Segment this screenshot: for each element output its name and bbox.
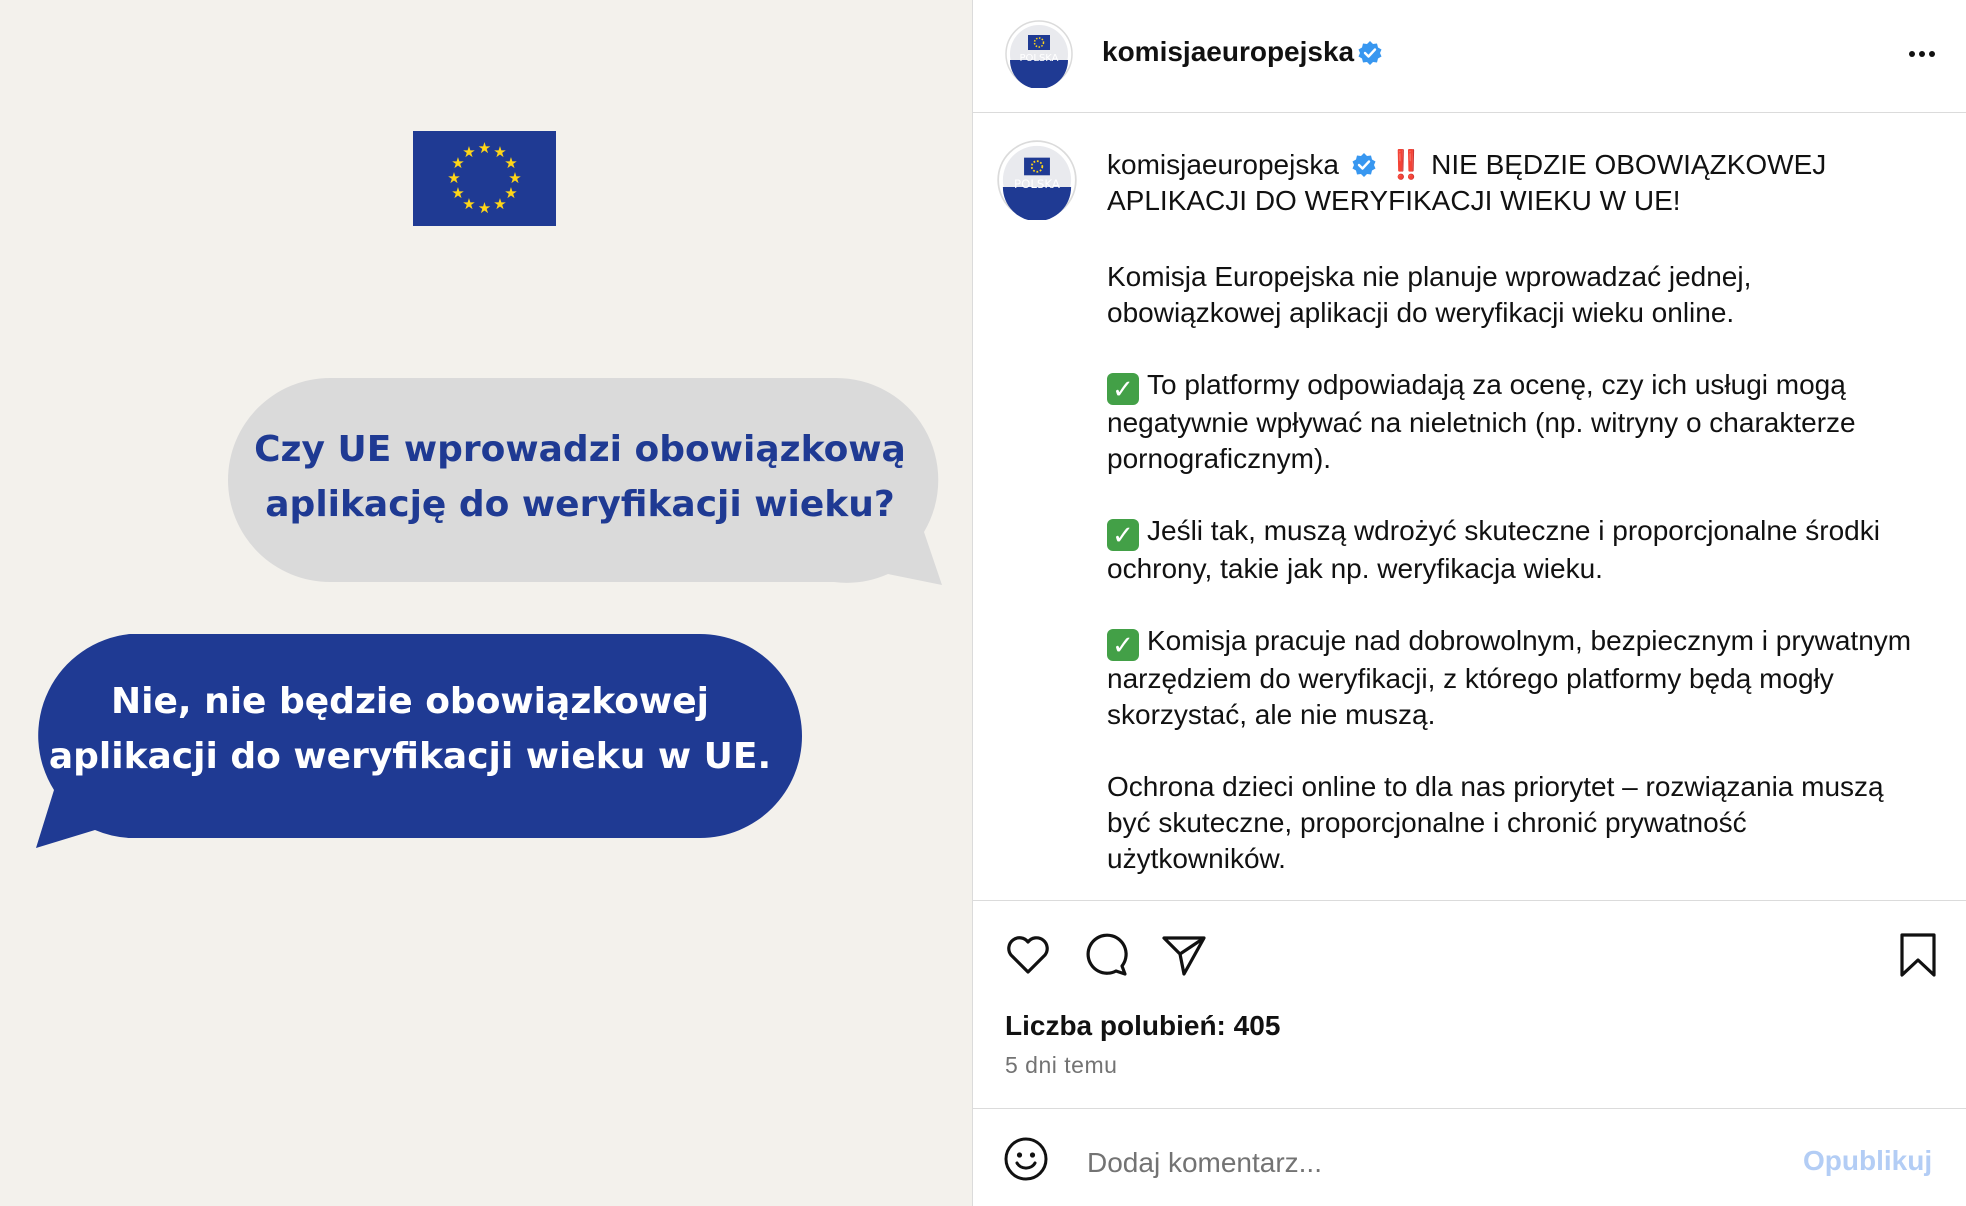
caption-check-item-2	[1107, 513, 1927, 587]
caption-paragraph-last: Ochrona dzieci online to dla nas priorytet – rozwiązania muszą być skuteczne, proporcjonalne i chronić prywatność użytkowników.	[1107, 771, 1884, 874]
caption-check-item-3	[1107, 623, 1927, 733]
check-mark-icon: ✓	[1107, 373, 1139, 405]
check-mark-icon: ✓	[1107, 629, 1139, 661]
answer-text: Nie, nie będzie obowiązkowej aplikacji do weryfikacji wieku w UE.	[48, 681, 772, 777]
svg-text:★: ★	[451, 184, 465, 202]
verified-badge-icon	[1357, 40, 1383, 66]
bookmark-icon[interactable]	[1895, 930, 1941, 980]
header-avatar[interactable]	[1005, 20, 1073, 88]
comment-icon[interactable]	[1081, 930, 1131, 980]
header-avatar-label: POLSKA	[1019, 53, 1059, 64]
post-timestamp[interactable]: 5 dni temu	[1005, 1052, 1118, 1078]
svg-text:★: ★	[493, 195, 507, 213]
question-text: Czy UE wprowadzi obowiązkową aplikację do weryfikacji wieku?	[254, 429, 906, 525]
svg-text:★: ★	[493, 143, 507, 161]
svg-text:★: ★	[462, 143, 476, 161]
svg-text:★: ★	[504, 154, 518, 172]
caption-check-item-1	[1107, 367, 1927, 477]
comment-divider	[973, 1108, 1966, 1109]
check-mark-icon: ✓	[1107, 519, 1139, 551]
caption-avatar-label: POLSKA	[1014, 177, 1060, 192]
likes-count[interactable]	[1005, 1010, 1280, 1042]
post-caption	[1107, 147, 1927, 913]
svg-text:★: ★	[451, 154, 465, 172]
likes-number: 405	[1233, 1010, 1281, 1041]
header-username[interactable]: komisjaeuropejska	[1102, 36, 1355, 67]
caption-verified-badge-icon	[1351, 152, 1377, 178]
caption-check-text-1: To platformy odpowiadają za ocenę, czy ich usługi mogą negatywnie wpływać na nieletnich (np. witryny o charakterze pornograficznym).	[1107, 369, 1856, 474]
svg-text:★: ★	[447, 169, 461, 187]
emoji-icon[interactable]	[1003, 1136, 1049, 1182]
speech-bubbles	[0, 0, 972, 1206]
caption-divider	[973, 900, 1966, 901]
caption-avatar[interactable]	[997, 140, 1077, 220]
double-exclamation-icon: ‼️	[1388, 149, 1424, 180]
svg-text:★: ★	[508, 169, 522, 187]
svg-text:★: ★	[477, 139, 492, 157]
more-options-icon[interactable]	[1901, 38, 1943, 70]
post-details-panel	[973, 0, 1966, 1206]
caption-check-text-2: Jeśli tak, muszą wdrożyć skuteczne i proporcjonalne środki ochrony, takie jak np. weryfikacja wieku.	[1107, 515, 1880, 584]
svg-text:★: ★	[477, 199, 492, 217]
caption-headline: NIE BĘDZIE OBOWIĄZKOWEJ APLIKACJI DO WERYFIKACJI WIEKU W UE!	[1107, 149, 1827, 216]
post-image[interactable]	[0, 0, 972, 1206]
heart-icon[interactable]	[1003, 930, 1053, 980]
header-divider	[973, 112, 1966, 113]
caption-check-text-3: Komisja pracuje nad dobrowolnym, bezpiecznym i prywatnym narzędziem do weryfikacji, z którego platformy będą mogły skorzystać, ale nie muszą.	[1107, 625, 1912, 730]
caption-paragraph-1: Komisja Europejska nie planuje wprowadzać jednej, obowiązkowej aplikacji do weryfikacji wieku online.	[1107, 261, 1752, 328]
svg-text:★: ★	[504, 184, 518, 202]
likes-label: Liczba polubień:	[1005, 1010, 1226, 1041]
comment-input[interactable]	[1085, 1140, 1729, 1186]
caption-username[interactable]: komisjaeuropejska	[1107, 149, 1339, 180]
publish-button[interactable]: Opublikuj	[1803, 1145, 1933, 1176]
share-icon[interactable]	[1159, 930, 1209, 980]
svg-text:★: ★	[462, 195, 476, 213]
